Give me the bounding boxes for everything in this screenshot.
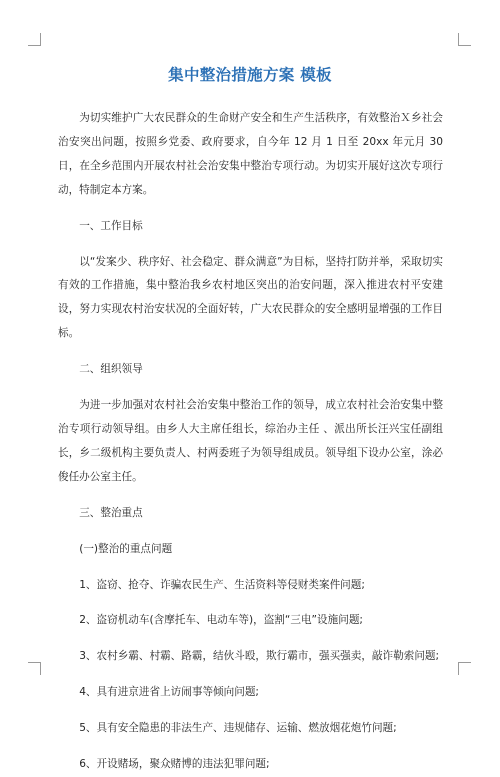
- leadership-paragraph: 为进一步加强对农村社会治安集中整治工作的领导，成立农村社会治安集中整治专项行动领导组。由乡人大主席任组长，综治办主任 、派出所长汪兴宝任副组长，乡二级机构主要负责人、村两委班子为领导组成员。领导组下设办公室，涂必俊任办公室主任。: [58, 399, 443, 483]
- intro-paragraph: 为切实维护广大农民群众的生命财产安全和生产生活秩序，有效整治Ｘ乡社会治安突出问题，按照乡党委、政府要求，自今年 12 月 1 日至 20xx 年元月 30 日，在全乡范围内开展农村社会治安集中整治专项行动。为切实开展好这次专项行动，特制定本方案。: [58, 112, 443, 196]
- spacer: [58, 346, 443, 358]
- document-title: 集中整治措施方案 模板: [168, 66, 332, 84]
- spacer: [58, 526, 443, 538]
- crop-mark-top-left: [28, 33, 41, 46]
- crop-mark-bottom-right: [458, 662, 471, 675]
- list-item: 4、具有进京进省上访闹事等倾向问题;: [79, 686, 259, 699]
- section-heading-leadership: 二、组织领导: [79, 363, 143, 376]
- subheading-focus-issues: (一)整治的重点问题: [79, 542, 173, 555]
- spacer: [58, 669, 443, 681]
- list-item: 3、农村乡霸、村霸、路霸，结伙斗殴，欺行霸市，强买强卖，敲诈勒索问题;: [79, 650, 440, 663]
- document-body: [58, 107, 443, 777]
- goals-paragraph: 以“发案少、秩序好、社会稳定、群众满意”为目标，坚持打防并举，采取切实有效的工作措施，集中整治我乡农村地区突出的治安问题，深入推进农村平安建设，努力实现农村治安状况的全面好转，广大农民群众的安全感明显增强的工作目标。: [58, 255, 443, 340]
- list-item: 6、开设赌场，聚众赌博的违法犯罪问题;: [79, 758, 270, 771]
- spacer: [58, 382, 443, 394]
- list-item: 1、盗窃、抢夺、诈骗农民生产、生活资料等侵财类案件问题;: [79, 578, 365, 591]
- list-item: 5、具有安全隐患的非法生产、违规储存、运输、燃放烟花炮竹问题;: [79, 722, 397, 735]
- list-item: 2、盗窃机动车(含摩托车、电动车等)，盗割“三电”设施问题;: [79, 614, 363, 627]
- crop-mark-bottom-left: [28, 662, 41, 675]
- spacer: [58, 741, 443, 753]
- spacer: [58, 239, 443, 251]
- spacer: [58, 562, 443, 574]
- spacer: [58, 597, 443, 609]
- spacer: [58, 490, 443, 502]
- section-heading-goals: 一、工作目标: [79, 219, 143, 232]
- spacer: [58, 633, 443, 645]
- section-heading-focus: 三、整治重点: [79, 506, 143, 519]
- spacer: [58, 203, 443, 215]
- crop-mark-top-right: [458, 33, 471, 46]
